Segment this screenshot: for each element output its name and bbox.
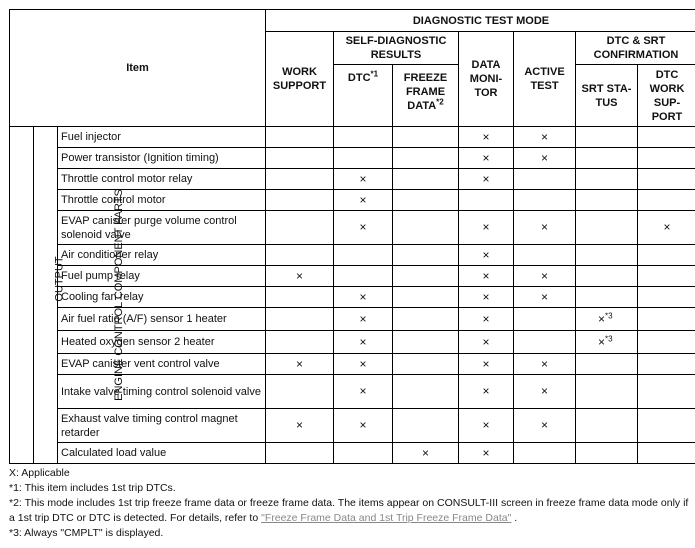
applicable-mark: × [540, 220, 548, 234]
srt-status-cell [576, 266, 638, 287]
dtc-work-support-cell [638, 443, 695, 464]
dtc-cell [334, 245, 393, 266]
active-test-cell [514, 354, 576, 375]
freeze-frame-data-link[interactable]: "Freeze Frame Data and 1st Trip Freeze Frame Data" [261, 512, 512, 524]
work-support-cell [266, 148, 334, 169]
active-test-header: ACTIVE TEST [514, 32, 576, 127]
active-test-cell [514, 287, 576, 308]
freeze-frame-data-cell [393, 266, 459, 287]
table-row [10, 148, 695, 169]
dtc-cell [334, 308, 393, 331]
dtc-header-label: DTC [347, 72, 371, 84]
active-test-cell [514, 127, 576, 148]
applicable-mark: × [540, 268, 548, 283]
dtc-work-support-cell [638, 287, 695, 308]
dtc-header [334, 65, 393, 127]
srt-status-cell [576, 443, 638, 464]
work-support-cell [266, 409, 334, 443]
applicable-mark: × [359, 356, 367, 371]
data-monitor-cell [459, 127, 514, 148]
applicable-mark: × [482, 171, 490, 186]
srt-status-cell [576, 211, 638, 245]
freeze-frame-data-cell [393, 148, 459, 169]
applicable-mark: × [359, 384, 367, 398]
row-item-name: EVAP canister purge volume control solenoid valve [58, 211, 266, 245]
dtc-cell [334, 331, 393, 354]
self-diagnostic-results-header: SELF-DIAGNOSTIC RESULTS [334, 32, 459, 65]
dtc-cell [334, 409, 393, 443]
note-3: *3: Always "CMPLT" is displayed. [9, 527, 164, 539]
work-support-cell [266, 190, 334, 211]
freeze-frame-data-cell [393, 354, 459, 375]
applicable-mark: × [540, 418, 548, 432]
table-row [10, 127, 695, 148]
applicable-mark: × [359, 311, 367, 326]
dtc-work-support-cell [638, 190, 695, 211]
work-support-cell [266, 245, 334, 266]
dtc-cell [334, 266, 393, 287]
applicable-mark: × [359, 192, 367, 207]
freeze-frame-data-cell [393, 409, 459, 443]
freeze-frame-data-cell [393, 331, 459, 354]
row-item-name: Calculated load value [58, 443, 266, 464]
dtc-work-support-cell [638, 354, 695, 375]
work-support-cell [266, 287, 334, 308]
data-monitor-cell [459, 169, 514, 190]
item-header: Item [10, 10, 266, 127]
note-2-text: *2: This mode includes 1st trip freeze frame data or freeze frame data. The items appear on CONSULT-III screen in freeze frame data mode only if a 1st trip DTC or DTC is detected. For details, refer to [9, 497, 689, 524]
work-support-header: WORK SUPPORT [266, 32, 334, 127]
applicable-mark: × [359, 334, 367, 349]
dtc-cell [334, 443, 393, 464]
applicable-mark: × [482, 418, 490, 432]
freeze-frame-data-cell [393, 443, 459, 464]
row-item-name: Fuel injector [58, 127, 266, 148]
applicable-mark: × [540, 356, 548, 371]
applicable-mark: × [359, 171, 367, 186]
applicable-mark: × [540, 384, 548, 398]
freeze-frame-data-label: FREEZE FRAME DATA [403, 72, 448, 112]
data-monitor-cell [459, 287, 514, 308]
row-item-name: Fuel pump relay [58, 266, 266, 287]
dtc-cell [334, 375, 393, 409]
row-item-name: Heated oxygen sensor 2 heater [58, 331, 266, 354]
freeze-frame-data-header [393, 65, 459, 127]
data-monitor-cell [459, 148, 514, 169]
work-support-cell [266, 354, 334, 375]
note-applicable: X: Applicable [9, 467, 70, 479]
active-test-cell [514, 211, 576, 245]
table-row [10, 409, 695, 443]
applicable-mark: × [482, 268, 490, 283]
active-test-cell [514, 245, 576, 266]
applicable-mark: × [295, 356, 303, 371]
dtc-cell [334, 127, 393, 148]
row-item-name: Cooling fan relay [58, 287, 266, 308]
footnotes [9, 466, 689, 541]
applicable-mark: × [482, 247, 490, 262]
dtc-work-support-cell [638, 127, 695, 148]
active-test-cell [514, 190, 576, 211]
dtc-cell [334, 211, 393, 245]
applicable-mark: × [482, 334, 490, 349]
active-test-cell [514, 331, 576, 354]
data-monitor-cell [459, 331, 514, 354]
data-monitor-header: DATA MONI- TOR [459, 32, 514, 127]
row-item-name: Air fuel ratio (A/F) sensor 1 heater [58, 308, 266, 331]
data-monitor-cell [459, 245, 514, 266]
srt-status-cell [576, 354, 638, 375]
applicable-mark: × [482, 220, 490, 234]
applicable-mark: × [482, 356, 490, 371]
applicable-mark: × [598, 311, 606, 326]
diagnostic-test-mode-table [9, 9, 695, 464]
applicable-mark: × [295, 268, 303, 283]
dtc-work-support-cell [638, 375, 695, 409]
output-label: OUTPUT [53, 256, 66, 302]
applicable-mark: × [540, 129, 548, 144]
freeze-frame-data-cell [393, 211, 459, 245]
srt-status-cell [576, 287, 638, 308]
footnote-ref: *3 [605, 333, 613, 343]
data-monitor-cell [459, 211, 514, 245]
dtc-cell [334, 169, 393, 190]
active-test-cell [514, 308, 576, 331]
freeze-frame-data-cell [393, 190, 459, 211]
applicable-mark: × [359, 289, 367, 304]
active-test-cell [514, 375, 576, 409]
active-test-cell [514, 266, 576, 287]
row-item-name: Exhaust valve timing control magnet retarder [58, 409, 266, 443]
work-support-cell [266, 169, 334, 190]
dtc-work-support-cell [638, 308, 695, 331]
srt-status-header: SRT STA- TUS [576, 65, 638, 127]
srt-status-cell [576, 375, 638, 409]
srt-status-cell [576, 331, 638, 354]
freeze-frame-data-cell [393, 127, 459, 148]
diagnostic-test-mode-header: DIAGNOSTIC TEST MODE [266, 10, 695, 32]
applicable-mark: × [421, 445, 429, 460]
work-support-cell [266, 308, 334, 331]
applicable-mark: × [482, 289, 490, 304]
dtc-work-support-cell [638, 211, 695, 245]
dtc-work-support-header: DTC WORK SUP- PORT [638, 65, 695, 127]
applicable-mark: × [482, 311, 490, 326]
applicable-mark: × [295, 418, 303, 432]
srt-status-cell [576, 169, 638, 190]
freeze-frame-data-cell [393, 169, 459, 190]
applicable-mark: × [598, 334, 606, 349]
applicable-mark: × [540, 289, 548, 304]
applicable-mark: × [482, 129, 490, 144]
table-row [10, 443, 695, 464]
applicable-mark: × [359, 418, 367, 432]
work-support-cell [266, 266, 334, 287]
freeze-frame-data-cell [393, 308, 459, 331]
table-body [10, 127, 695, 464]
work-support-cell [266, 211, 334, 245]
dtc-cell [334, 148, 393, 169]
srt-status-cell [576, 308, 638, 331]
freeze-frame-data-cell [393, 375, 459, 409]
dtc-work-support-cell [638, 148, 695, 169]
data-monitor-cell [459, 266, 514, 287]
dtc-work-support-cell [638, 331, 695, 354]
dtc-cell [334, 190, 393, 211]
dtc-header-footnote: *1 [370, 69, 379, 79]
srt-status-cell [576, 190, 638, 211]
dtc-srt-confirmation-header: DTC & SRT CONFIRMATION [576, 32, 695, 65]
freeze-frame-data-footnote: *2 [436, 97, 444, 107]
applicable-mark: × [663, 220, 671, 234]
row-item-name: Throttle control motor relay [58, 169, 266, 190]
data-monitor-cell [459, 354, 514, 375]
data-monitor-cell [459, 375, 514, 409]
dtc-work-support-cell [638, 245, 695, 266]
applicable-mark: × [540, 150, 548, 165]
srt-status-cell [576, 148, 638, 169]
note-2-end: . [514, 512, 518, 524]
applicable-mark: × [482, 150, 490, 165]
data-monitor-cell [459, 308, 514, 331]
applicable-mark: × [482, 445, 490, 460]
active-test-cell [514, 409, 576, 443]
active-test-cell [514, 443, 576, 464]
data-monitor-cell [459, 190, 514, 211]
dtc-cell [334, 287, 393, 308]
table-row [10, 169, 695, 190]
work-support-cell [266, 127, 334, 148]
srt-status-cell [576, 127, 638, 148]
srt-status-cell [576, 245, 638, 266]
work-support-cell [266, 375, 334, 409]
work-support-cell [266, 443, 334, 464]
row-item-name: Air conditioner relay [58, 245, 266, 266]
row-item-name: Intake valve timing control solenoid valve [58, 375, 266, 409]
note-1: *1: This item includes 1st trip DTCs. [9, 482, 176, 494]
note-2 [9, 496, 689, 526]
dtc-cell [334, 354, 393, 375]
dtc-work-support-cell [638, 409, 695, 443]
footnote-ref: *3 [605, 310, 613, 320]
applicable-mark: × [359, 220, 367, 234]
work-support-cell [266, 331, 334, 354]
data-monitor-cell [459, 443, 514, 464]
active-test-cell [514, 169, 576, 190]
row-item-name: Throttle control motor [58, 190, 266, 211]
data-monitor-cell [459, 409, 514, 443]
output-label-cell [34, 127, 66, 464]
active-test-cell [514, 148, 576, 169]
row-item-name: Power transistor (Ignition timing) [58, 148, 266, 169]
engine-control-component-parts-label: ENGINE CONTROL COMPONENT PARTS [112, 189, 125, 401]
freeze-frame-data-cell [393, 245, 459, 266]
dtc-work-support-cell [638, 169, 695, 190]
freeze-frame-data-cell [393, 287, 459, 308]
row-item-name: EVAP canister vent control valve [58, 354, 266, 375]
applicable-mark: × [482, 384, 490, 398]
srt-status-cell [576, 409, 638, 443]
dtc-work-support-cell [638, 266, 695, 287]
